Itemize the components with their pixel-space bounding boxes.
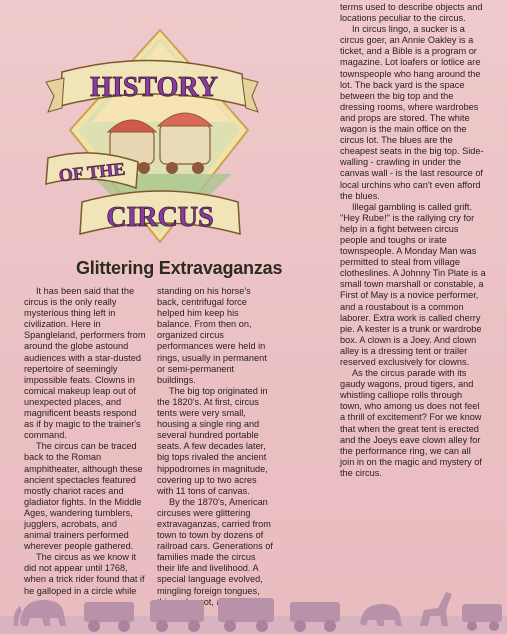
text-column-3 (340, 2, 486, 479)
parade-silhouette (0, 586, 507, 634)
logo-title-line2: OF THE (57, 158, 127, 186)
text-column-1 (24, 286, 146, 597)
paragraph: The big top originated in the 1820's. At first, circus tents were very small, housing a single ring and several hundred portable seats. A few decades later, big tops rivaled the ancient hippodromes in magnitude, covering up to two acres with 11 tons of canvas. (157, 385, 268, 496)
logo-title-line3: CIRCUS (106, 202, 214, 233)
paragraph: Illegal gambling is called grift. "Hey Rube!" is the rallying cry for help in a fight between circus people and toughs or irate townspeople. A Monday Man was permitted to steal from village clotheslines. A Johnny Tin Plate is a small town marshall or constable, a First of May is a novice performer, and a roustabout is a common laborer. Extra work is called cherry pie. A kester is a trunk or wardrobe box. A clown is a Joey. And clown alley is a dressing tent or trailer reserved exclusively for clowns. (340, 201, 486, 367)
logo-artwork (42, 12, 262, 252)
article-heading: Glittering Extravaganzas (76, 258, 283, 278)
paragraph: The circus as we know it did not appear until 1768, when a trick rider found that if he galloped in a circle while (24, 552, 145, 596)
paragraph: terms used to describe objects and locations peculiar to the circus. (340, 2, 483, 24)
paragraph: As the circus parade with its gaudy wagons, proud tigers, and whistling calliope rolls through town, who among us does not feel a thrill of excitement? For we know that when the great tent is erected and the Joeys eave clown alley for the performance ring, we can all join in on the magic and mystery of the circus. (340, 368, 482, 478)
paragraph: standing on his horse's back, centrifugal force helped him keep his balance. From then on, organized circus performances were held in rings, usually in permanent or semi-permanent buildings. (157, 286, 267, 385)
paragraph: By the 1870's, American circuses were glittering extravaganzas, carried from town to town by dozens of railroad cars. Generations of families made the circus their life and livelihood. A special language evolved, mingling foreign tongues, (157, 496, 273, 596)
history-of-the-circus-logo (42, 12, 262, 252)
text-column-2 (157, 286, 275, 608)
circus-parade-silhouette-band (0, 586, 507, 634)
paragraph: The circus can be traced back to the Roman amphitheater, although these ancient spectacles featured mostly chariot races and gladiator fights. In the Middle Ages, wandering tumblers, jugglers, acrobats, and animal trainers performed wherever people gathered. (24, 441, 143, 552)
logo-title-line1: HISTORY (90, 72, 218, 103)
paragraph: In circus lingo, a sucker is a circus goer, an Annie Oakley is a ticket, and a Bible is a program or magazine. Lot loafers or lotlice are townspeople who hang around the lot. The back yard is the space between the big top and the dressing rooms, where wardrobes and props are stored. The white wagon is the main office on the circus lot. The blues are the cheapest seats in the big top. Side-walling - crawling in under the canvas wall - is the last resource of local urchins who can't even afford the blues. (340, 24, 484, 201)
paragraph: It has been said that the circus is the only really mysterious thing left in civilization. Here in Spangleland, performers from around the globe astound audiences with a star-dusted repertoire of seemingly impossible feats. Clowns in comical makeup leap out of unexpected places, and magnificent beasts respond as if by magic to the trainer's command. (24, 286, 146, 441)
